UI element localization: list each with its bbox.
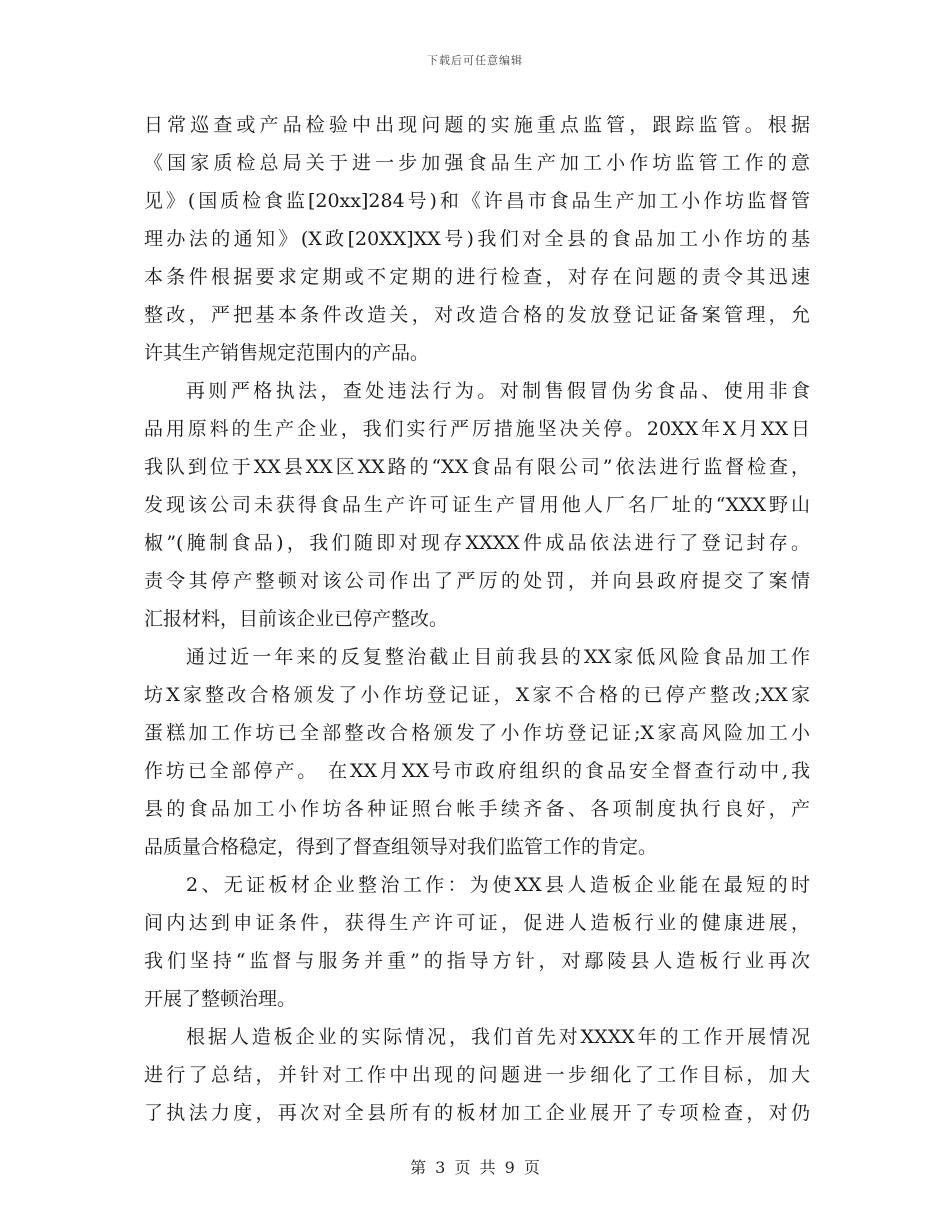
text-line: 蛋糕加工作坊已全部整改合格颁发了小作坊登记证;X家高风险加工小: [144, 722, 810, 744]
text-line: 开展了整顿治理。: [144, 988, 297, 1010]
text-line: 日常巡查或产品检验中出现问题的实施重点监管，跟踪监管。根据: [144, 114, 810, 136]
text-line: 整改，严把基本条件改造关，对改造合格的发放登记证备案管理，允: [144, 304, 810, 326]
text-line: 许其生产销售规定范围内的产品。: [144, 342, 430, 364]
text-line: 理办法的通知》(X政[20XX]XX号)我们对全县的食品加工小作坊的基: [144, 228, 810, 250]
text-line: 椒”(腌制食品)，我们随即对现存XXXX件成品依法进行了登记封存。: [144, 532, 810, 554]
text-line: 《国家质检总局关于进一步加强食品生产加工小作坊监管工作的意: [144, 152, 810, 174]
text-line: 品用原料的生产企业，我们实行严厉措施坚决关停。20XX年X月XX日: [144, 418, 810, 440]
text-line: 间内达到申证条件，获得生产许可证，促进人造板行业的健康进展，: [144, 912, 810, 934]
text-line: 我们坚持“监督与服务并重”的指导方针，对鄢陵县人造板行业再次: [144, 950, 810, 972]
text-line: 汇报材料，目前该企业已停产整改。: [144, 608, 449, 630]
text-line: 再则严格执法，查处违法行为。对制售假冒伪劣食品、使用非食: [186, 380, 810, 402]
page-header: 下载后可任意编辑: [427, 54, 523, 67]
text-line: 作坊已全部停产。 在XX月XX号市政府组织的食品安全督查行动中,我: [144, 760, 810, 782]
document-body: [144, 106, 810, 1132]
text-line: 县的食品加工小作坊各种证照台帐手续齐备、各项制度执行良好，产: [144, 798, 810, 820]
text-line: 坊X家整改合格颁发了小作坊登记证，X家不合格的已停产整改;XX家: [144, 684, 810, 706]
text-line: 通过近一年来的反复整治截止目前我县的XX家低风险食品加工作: [186, 646, 810, 668]
text-line: 根据人造板企业的实际情况，我们首先对XXXX年的工作开展情况: [186, 1026, 810, 1048]
text-line: 了执法力度，再次对全县所有的板材加工企业展开了专项检查，对仍: [144, 1102, 810, 1124]
text-line: 品质量合格稳定，得到了督查组领导对我们监管工作的肯定。: [144, 836, 658, 858]
text-line: 本条件根据要求定期或不定期的进行检查，对存在问题的责令其迅速: [144, 266, 810, 288]
text-line: 见》(国质检食监[20xx]284号)和《许昌市食品生产加工小作坊监督管: [144, 190, 810, 212]
text-line: 进行了总结，并针对工作中出现的问题进一步细化了工作目标，加大: [144, 1064, 810, 1086]
page-footer: 第 3 页 共 9 页: [410, 1158, 540, 1177]
text-line: 发现该公司未获得食品生产许可证生产冒用他人厂名厂址的“XXX野山: [144, 494, 810, 516]
text-line: 责令其停产整顿对该公司作出了严厉的处罚，并向县政府提交了案情: [144, 570, 810, 592]
text-line: 我队到位于XX县XX区XX路的“XX食品有限公司”依法进行监督检查，: [144, 456, 810, 478]
text-line: 2、无证板材企业整治工作：为使XX县人造板企业能在最短的时: [186, 874, 810, 896]
